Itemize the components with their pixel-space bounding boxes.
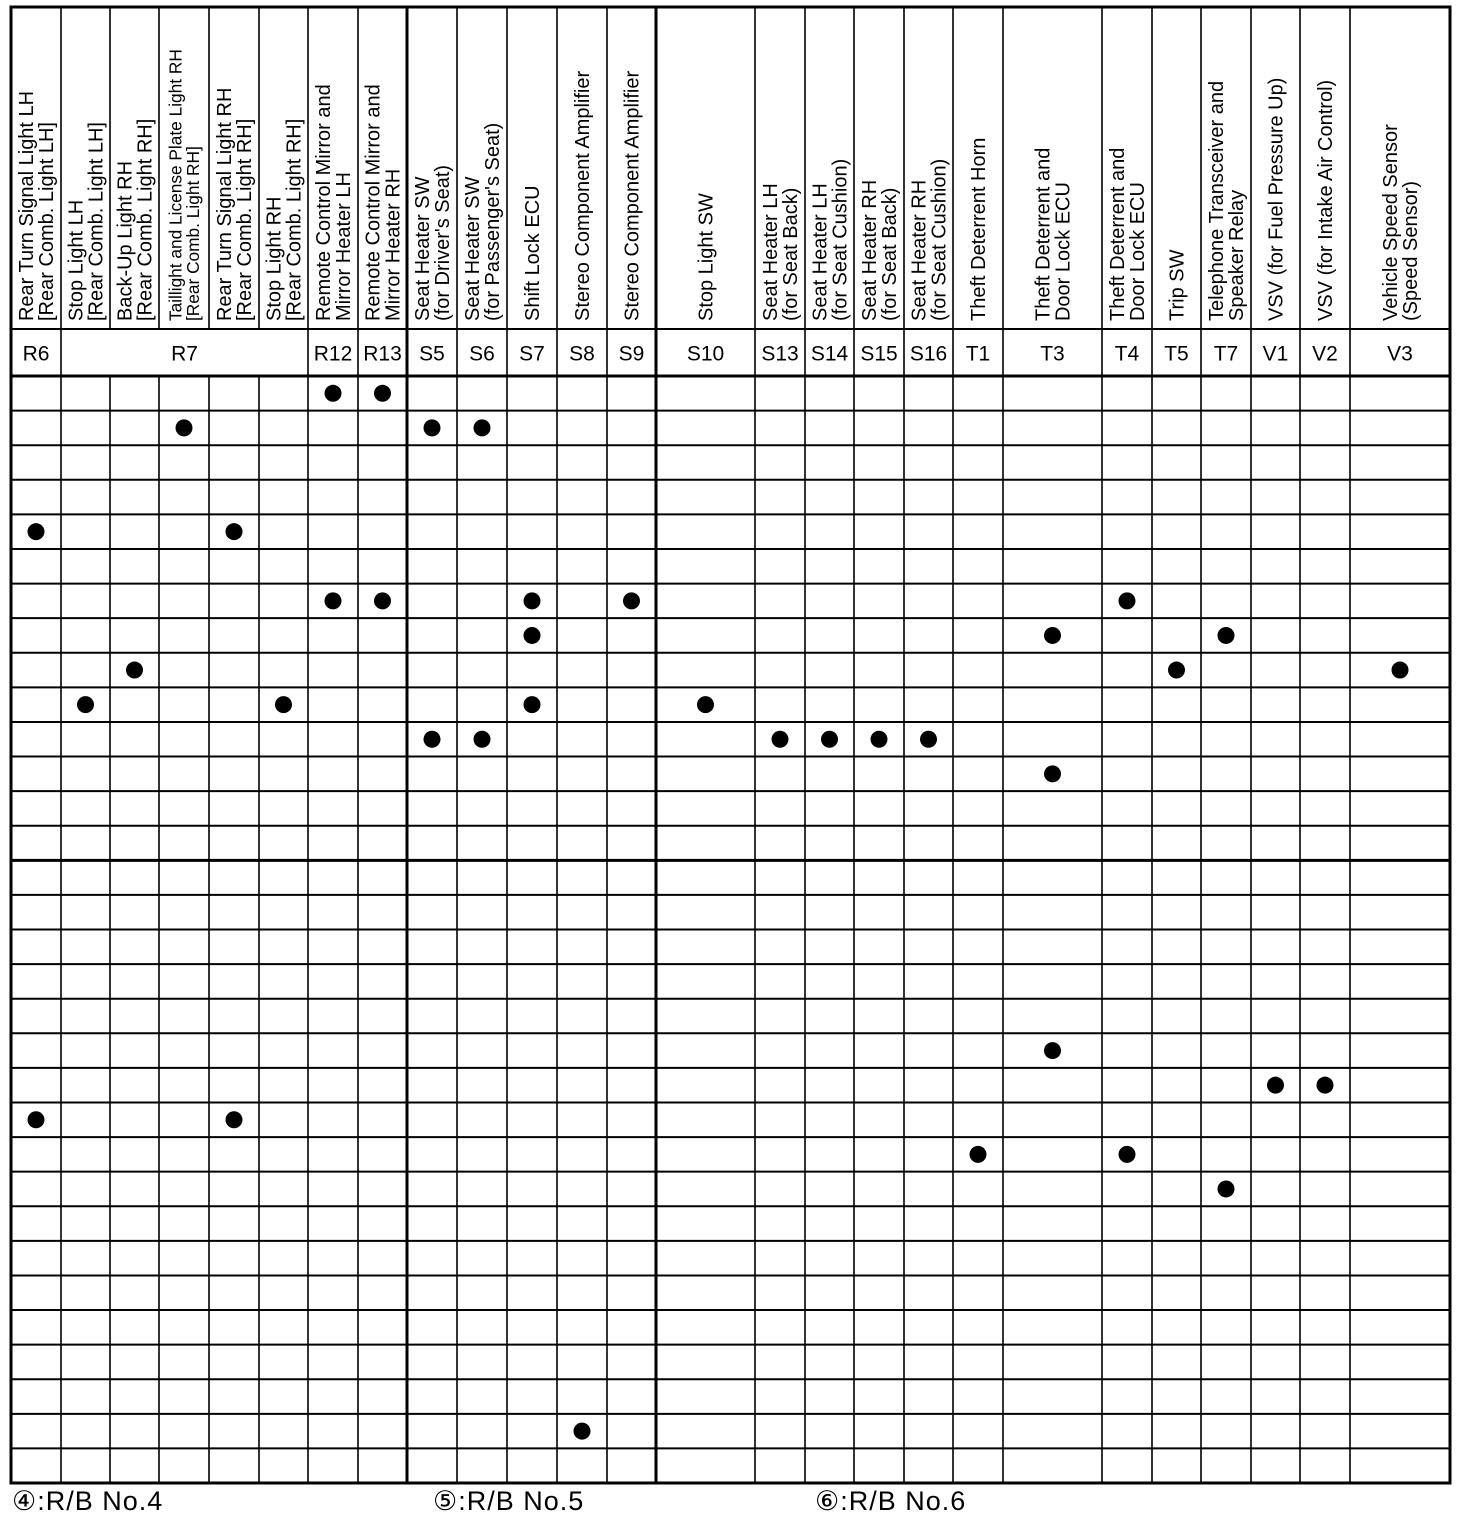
column-header-label: Speaker Relay <box>1226 189 1249 321</box>
connection-dot <box>1119 592 1136 609</box>
legend-rb-no6 <box>815 1486 966 1517</box>
connection-dot <box>1317 1077 1334 1094</box>
connector-code: S6 <box>469 342 495 366</box>
column-header-label: Door Lock ECU <box>1127 182 1150 321</box>
connector-code: S14 <box>810 342 849 366</box>
column-header-label: VSV (for Fuel Pressure Up) <box>1265 77 1288 321</box>
column-header-label: Seat Heater SW <box>462 176 485 321</box>
connector-code: T5 <box>1164 342 1189 366</box>
connector-code: S9 <box>618 342 645 366</box>
connection-dot <box>524 627 541 644</box>
connection-dot <box>871 731 888 748</box>
connector-code: R7 <box>171 342 198 366</box>
legend-rb-no5 <box>433 1486 584 1517</box>
connector-code: S13 <box>761 342 799 366</box>
connector-code: S5 <box>419 342 445 366</box>
connection-dot <box>424 731 441 748</box>
connection-dot <box>275 696 292 713</box>
connection-dot <box>524 696 541 713</box>
column-header-label: Trip SW <box>1166 249 1189 321</box>
connection-dot <box>226 523 243 540</box>
legend-rb-no4-mark: ④ <box>12 1486 38 1516</box>
column-header-label: Taillight and License Plate Light RH <box>165 49 186 322</box>
connection-dot <box>1392 662 1409 679</box>
column-header-label: Remote Control Mirror and <box>362 84 385 321</box>
connection-dot <box>697 696 714 713</box>
column-header-label: Stop Light RH <box>263 196 286 321</box>
connection-dot <box>1218 1180 1235 1197</box>
column-header-label: (for Seat Back) <box>780 187 803 321</box>
connector-code: R13 <box>363 342 402 366</box>
connection-dot <box>524 592 541 609</box>
connector-code: V2 <box>1312 342 1338 366</box>
connector-code: T1 <box>965 342 991 366</box>
column-header-label: VSV (for Intake Air Control) <box>1315 79 1338 321</box>
column-header-label: Theft Deterrent and <box>1032 147 1055 321</box>
column-header-label: Seat Heater LH <box>809 183 832 321</box>
column-header-label: (for Driver's Seat) <box>432 164 455 321</box>
legend-rb-no6-label: :R/B No.6 <box>840 1486 967 1516</box>
column-header-label: Remote Control Mirror and <box>313 84 336 321</box>
column-header-label: Theft Deterrent Horn <box>968 137 991 321</box>
connector-code: V3 <box>1387 342 1413 366</box>
connection-dot <box>1044 1042 1061 1059</box>
column-header-label: Shift Lock ECU <box>522 185 545 321</box>
legend-rb-no4-label: :R/B No.4 <box>37 1486 164 1516</box>
column-header-label: Mirror Heater RH <box>382 168 405 321</box>
connection-dot <box>126 662 143 679</box>
connection-dot <box>623 592 640 609</box>
connection-dot <box>325 385 342 402</box>
column-header-label: Rear Turn Signal Light LH <box>16 90 39 321</box>
connection-dot <box>1044 765 1061 782</box>
column-header-label: Seat Heater LH <box>760 183 783 321</box>
connection-dot <box>1044 627 1061 644</box>
column-header-label: Telephone Transceiver and <box>1206 80 1229 321</box>
column-header-label: [Rear Comb. Light RH] <box>182 146 203 321</box>
column-header-label: Seat Heater RH <box>908 179 931 321</box>
column-header-label: [Rear Comb. Light LH] <box>85 122 108 321</box>
column-header-label: Seat Heater RH <box>859 179 882 321</box>
connection-dot <box>374 385 391 402</box>
connector-code: S8 <box>569 342 595 366</box>
connector-code: S15 <box>860 342 898 366</box>
connection-dot <box>176 419 193 436</box>
connection-dot <box>28 523 45 540</box>
column-header-label: Theft Deterrent and <box>1107 147 1130 321</box>
legend-rb-no5-label: :R/B No.5 <box>458 1486 585 1516</box>
connection-dot <box>226 1111 243 1128</box>
connection-dot <box>574 1423 591 1440</box>
column-header-label: [Rear Comb. Light RH] <box>283 118 306 321</box>
column-header-label: Seat Heater SW <box>412 176 435 321</box>
column-header-label: (for Passenger's Seat) <box>482 122 505 321</box>
connector-code: R12 <box>313 342 353 366</box>
column-header-label: [Rear Comb. Light RH] <box>234 118 257 321</box>
connector-code: T7 <box>1213 342 1239 366</box>
legend-rb-no5-mark: ⑤ <box>433 1486 459 1516</box>
connector-code: S7 <box>519 342 545 366</box>
column-header-label: Stop Light LH <box>65 199 88 321</box>
column-header-label: (for Seat Cushion) <box>928 158 951 321</box>
legend-rb-no4 <box>12 1486 163 1517</box>
connection-dot <box>474 419 491 436</box>
connection-dot <box>920 731 937 748</box>
column-header-label: Back-Up Light RH <box>114 160 137 321</box>
connector-code: S10 <box>686 342 725 366</box>
connection-dot <box>1267 1077 1284 1094</box>
column-header-label: Door Lock ECU <box>1052 182 1075 321</box>
column-header-label: Stop Light SW <box>695 193 718 321</box>
column-header-label: [Rear Comb. Light LH] <box>36 122 59 321</box>
connection-dot <box>772 731 789 748</box>
column-header-label: Stereo Component Amplifier <box>572 70 595 321</box>
connection-dot <box>970 1146 987 1163</box>
connection-dot <box>374 592 391 609</box>
connection-dot <box>325 592 342 609</box>
legend-rb-no6-mark: ⑥ <box>815 1486 841 1516</box>
connection-dot <box>474 731 491 748</box>
connection-dot <box>424 419 441 436</box>
connection-dot <box>1168 662 1185 679</box>
connection-dot <box>821 731 838 748</box>
column-header-label: (for Seat Back) <box>879 187 902 321</box>
connection-dot <box>77 696 94 713</box>
connector-code: V1 <box>1262 342 1289 366</box>
connection-dot <box>28 1111 45 1128</box>
column-header-label: Stereo Component Amplifier <box>621 70 644 321</box>
connector-code: T4 <box>1114 342 1140 366</box>
column-header-label: Mirror Heater LH <box>333 172 356 321</box>
column-header-label: Rear Turn Signal Light RH <box>214 87 237 321</box>
column-header-label: Vehicle Speed Sensor <box>1380 124 1403 321</box>
connection-dot <box>1218 627 1235 644</box>
column-header-label: (for Seat Cushion) <box>829 158 852 321</box>
column-header-label: (Speed Sensor) <box>1400 180 1423 321</box>
column-header-label: [Rear Comb. Light RH] <box>134 118 157 321</box>
connector-code: T3 <box>1040 342 1065 366</box>
connection-dot <box>1119 1146 1136 1163</box>
connector-code: R6 <box>22 342 50 366</box>
connector-code: S16 <box>909 342 948 366</box>
